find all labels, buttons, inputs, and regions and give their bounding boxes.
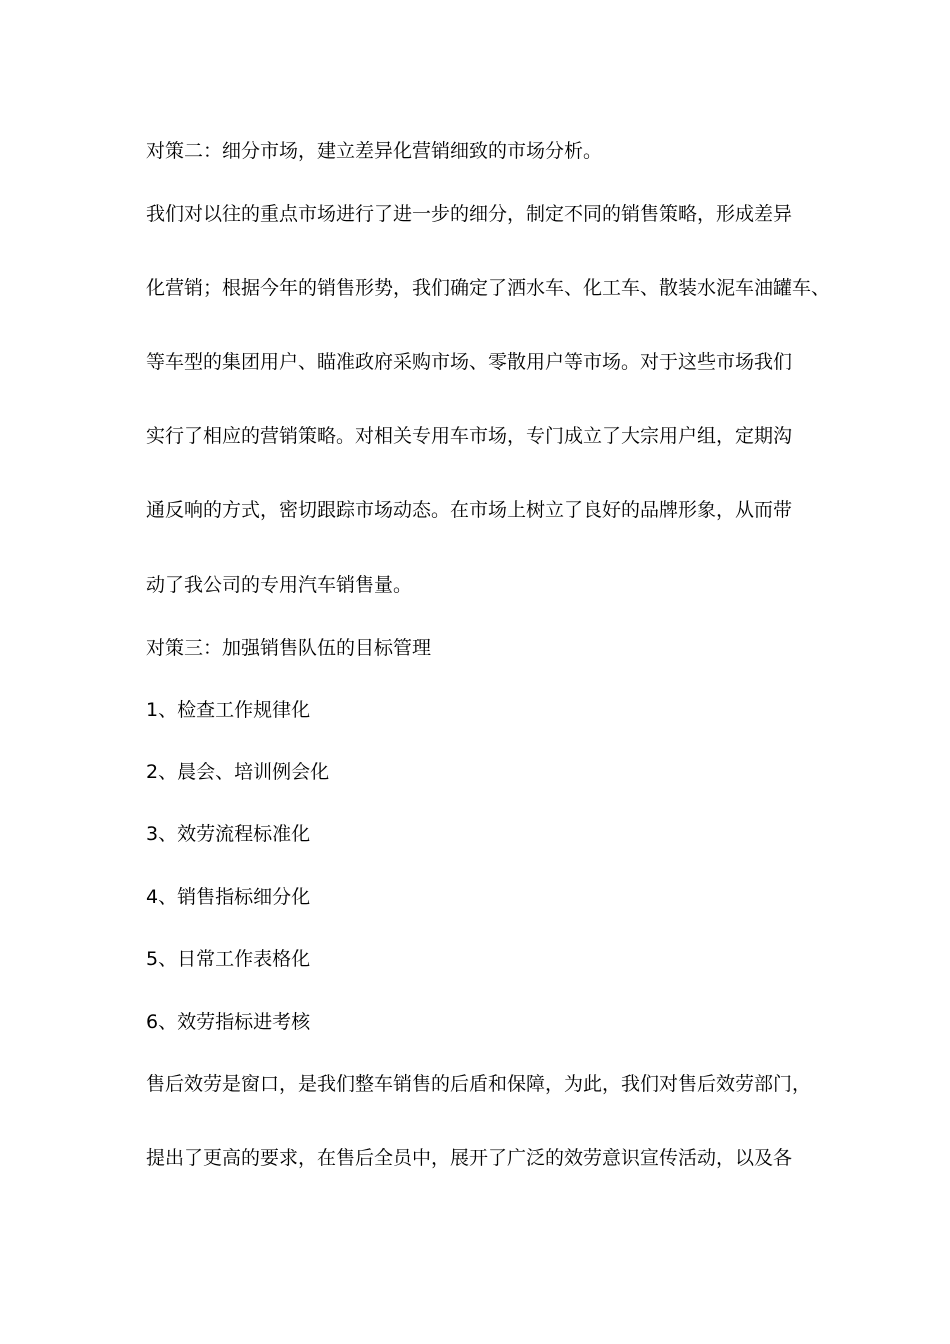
paragraph-line: 化营销；根据今年的销售形势，我们确定了洒水车、化工车、散装水泥车油罐车、 (146, 277, 831, 299)
paragraph-line: 提出了更高的要求，在售后全员中，展开了广泛的效劳意识宣传活动，以及各 (146, 1147, 793, 1169)
list-item: 4、销售指标细分化 (146, 886, 311, 908)
paragraph-line: 动了我公司的专用汽车销售量。 (146, 574, 413, 596)
list-item: 5、日常工作表格化 (146, 948, 311, 970)
paragraph-line: 实行了相应的营销策略。对相关专用车市场，专门成立了大宗用户组，定期沟 (146, 425, 793, 447)
list-item: 6、效劳指标进考核 (146, 1011, 311, 1033)
heading-strategy-three: 对策三：加强销售队伍的目标管理 (146, 637, 432, 659)
paragraph-line: 售后效劳是窗口，是我们整车销售的后盾和保障，为此，我们对售后效劳部门， (146, 1073, 812, 1095)
list-item: 2、晨会、培训例会化 (146, 761, 330, 783)
list-item: 3、效劳流程标准化 (146, 823, 311, 845)
paragraph-line: 我们对以往的重点市场进行了进一步的细分，制定不同的销售策略，形成差异 (146, 203, 793, 225)
heading-strategy-two: 对策二：细分市场，建立差异化营销细致的市场分析。 (146, 140, 603, 162)
paragraph-line: 等车型的集团用户、瞄准政府采购市场、零散用户等市场。对于这些市场我们 (146, 351, 793, 373)
paragraph-line: 通反响的方式，密切跟踪市场动态。在市场上树立了良好的品牌形象，从而带 (146, 499, 793, 521)
list-item: 1、检查工作规律化 (146, 699, 311, 721)
